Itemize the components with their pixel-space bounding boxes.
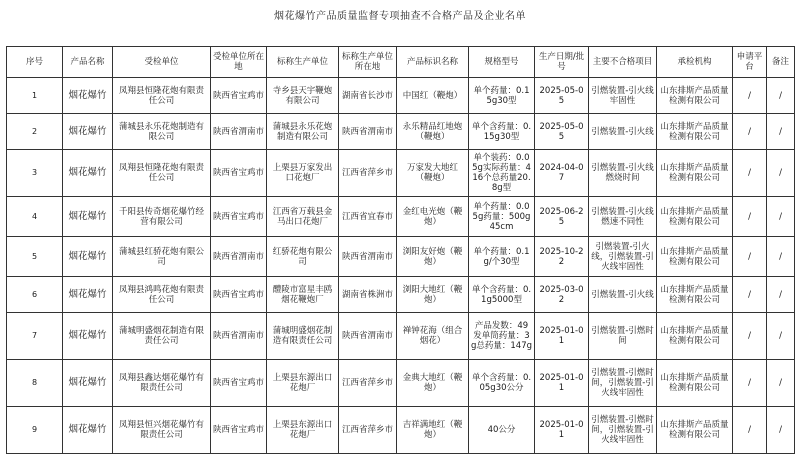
- cell-index: 8: [7, 360, 63, 407]
- cell-spec: 单个含药量：0.05g30公分: [469, 360, 535, 407]
- cell-platform: /: [733, 237, 767, 277]
- cell-producer-location: 陕西省渭南市: [339, 237, 397, 277]
- cell-product-label: 禅钟花海（组合烟花）: [397, 313, 469, 360]
- cell-testing-agency: 山东排斯产品质量检测有限公司: [657, 407, 733, 454]
- table-row: [7, 313, 795, 360]
- header-inspected-location: 受检单位所在地: [211, 47, 267, 78]
- cell-testing-agency: 山东排斯产品质量检测有限公司: [657, 150, 733, 197]
- cell-product-name: 烟花爆竹: [63, 407, 113, 454]
- cell-producer-location: 江西省萍乡市: [339, 407, 397, 454]
- cell-producer: 寺乡县天宇鞭炮有限公司: [267, 78, 339, 114]
- cell-testing-agency: 山东排斯产品质量检测有限公司: [657, 360, 733, 407]
- header-remarks: 备注: [767, 47, 795, 78]
- cell-product-label: 中国红（鞭炮）: [397, 78, 469, 114]
- cell-product-name: 烟花爆竹: [63, 78, 113, 114]
- cell-index: 7: [7, 313, 63, 360]
- cell-spec: 产品发数：49发单筒药量：3g总药量：147g: [469, 313, 535, 360]
- cell-index: 6: [7, 277, 63, 313]
- cell-testing-agency: 山东排斯产品质量检测有限公司: [657, 114, 733, 150]
- cell-inspected-location: 陕西省渭南市: [211, 313, 267, 360]
- cell-inspected-location: 陕西省宝鸡市: [211, 277, 267, 313]
- cell-inspected-unit: 凤翔县恒隆花炮有限责任公司: [113, 150, 211, 197]
- cell-remarks: /: [767, 277, 795, 313]
- results-table: [6, 46, 795, 454]
- cell-platform: /: [733, 114, 767, 150]
- cell-testing-agency: 山东排斯产品质量检测有限公司: [657, 277, 733, 313]
- cell-inspected-unit: 蒲城县红骄花炮有限公司: [113, 237, 211, 277]
- cell-failed-items: 引燃装置-引燃时间，引燃装置-引火线牢固性: [589, 360, 657, 407]
- cell-product-name: 烟花爆竹: [63, 313, 113, 360]
- cell-producer: 上栗县东源出口花炮厂: [267, 407, 339, 454]
- cell-inspected-location: 陕西省宝鸡市: [211, 78, 267, 114]
- cell-index: 4: [7, 197, 63, 237]
- cell-platform: /: [733, 78, 767, 114]
- table-row: [7, 277, 795, 313]
- cell-producer: 红骄花炮有限公司: [267, 237, 339, 277]
- header-inspected-unit: 受检单位: [113, 47, 211, 78]
- table-body: [7, 78, 795, 454]
- cell-remarks: /: [767, 237, 795, 277]
- page-title: 烟花爆竹产品质量监督专项抽查不合格产品及企业名单: [274, 11, 526, 22]
- cell-producer-location: 陕西省渭南市: [339, 114, 397, 150]
- cell-product-label: 金典大地红（鞭炮）: [397, 360, 469, 407]
- cell-date-batch: 2025-01-01: [535, 407, 589, 454]
- cell-spec: 单个药量：0.05g药量：500g 45cm: [469, 197, 535, 237]
- cell-product-label: 金红电光炮（鞭炮）: [397, 197, 469, 237]
- cell-index: 9: [7, 407, 63, 454]
- header-producer: 标称生产单位: [267, 47, 339, 78]
- cell-inspected-location: 陕西省宝鸡市: [211, 197, 267, 237]
- cell-producer: 江西省万载县金马出口花炮厂: [267, 197, 339, 237]
- cell-inspected-location: 陕西省渭南市: [211, 237, 267, 277]
- cell-failed-items: 引燃装置-引火线: [589, 277, 657, 313]
- cell-date-batch: 2025-01-01: [535, 313, 589, 360]
- cell-producer: 上栗县万家发出口花炮厂: [267, 150, 339, 197]
- cell-inspected-location: 陕西省宝鸡市: [211, 360, 267, 407]
- cell-remarks: /: [767, 360, 795, 407]
- cell-product-name: 烟花爆竹: [63, 114, 113, 150]
- cell-platform: /: [733, 360, 767, 407]
- cell-producer: 蒲城明盛烟花制造有限责任公司: [267, 313, 339, 360]
- cell-remarks: /: [767, 78, 795, 114]
- header-index: 序号: [7, 47, 63, 78]
- cell-inspected-unit: 凤翔县鑫达烟花爆竹有限责任公司: [113, 360, 211, 407]
- cell-failed-items: 引燃装置-引燃时间: [589, 313, 657, 360]
- cell-remarks: /: [767, 197, 795, 237]
- cell-remarks: /: [767, 407, 795, 454]
- cell-inspected-location: 陕西省宝鸡市: [211, 150, 267, 197]
- cell-product-label: 永乐精品红地炮（鞭炮）: [397, 114, 469, 150]
- table-header-row: [7, 47, 795, 78]
- cell-inspected-unit: 凤翔县鸿鸣花炮有限责任公司: [113, 277, 211, 313]
- cell-failed-items: 引燃装置-引火线燃速不同性: [589, 197, 657, 237]
- cell-platform: /: [733, 150, 767, 197]
- cell-platform: /: [733, 407, 767, 454]
- cell-producer-location: 湖南省长沙市: [339, 78, 397, 114]
- cell-inspected-unit: 蒲城县永乐花炮制造有限公司: [113, 114, 211, 150]
- cell-product-name: 烟花爆竹: [63, 237, 113, 277]
- cell-inspected-unit: 凤翔县恒兴烟花爆竹有限责任公司: [113, 407, 211, 454]
- cell-failed-items: 引燃装置-引燃时间，引燃装置-引火线牢固性: [589, 407, 657, 454]
- cell-remarks: /: [767, 150, 795, 197]
- cell-product-name: 烟花爆竹: [63, 197, 113, 237]
- cell-product-label: 浏阳友好炮（鞭炮）: [397, 237, 469, 277]
- cell-inspected-location: 陕西省宝鸡市: [211, 407, 267, 454]
- cell-inspected-unit: 凤翔县恒隆花炮有限责任公司: [113, 78, 211, 114]
- cell-date-batch: 2025-05-05: [535, 78, 589, 114]
- cell-spec: 单个含药量：0.15g30型: [469, 114, 535, 150]
- cell-index: 3: [7, 150, 63, 197]
- table-row: [7, 150, 795, 197]
- header-date-batch: 生产日期/批号: [535, 47, 589, 78]
- cell-product-name: 烟花爆竹: [63, 150, 113, 197]
- cell-inspected-unit: 蒲城明盛烟花制造有限责任公司: [113, 313, 211, 360]
- header-spec: 规格型号: [469, 47, 535, 78]
- cell-product-label: 万家发大地红（鞭炮）: [397, 150, 469, 197]
- cell-producer-location: 江西省萍乡市: [339, 360, 397, 407]
- cell-platform: /: [733, 313, 767, 360]
- cell-inspected-location: 陕西省渭南市: [211, 114, 267, 150]
- cell-product-name: 烟花爆竹: [63, 360, 113, 407]
- table-row: [7, 78, 795, 114]
- cell-testing-agency: 山东排斯产品质量检测有限公司: [657, 197, 733, 237]
- header-product-label: 产品标识名称: [397, 47, 469, 78]
- cell-platform: /: [733, 277, 767, 313]
- cell-spec: 40公分: [469, 407, 535, 454]
- cell-spec: 单个含药量：0.1g5000型: [469, 277, 535, 313]
- cell-inspected-unit: 千阳县传奇烟花爆竹经营有限公司: [113, 197, 211, 237]
- cell-producer: 上栗县东源出口花炮厂: [267, 360, 339, 407]
- header-producer-location: 标称生产单位所在地: [339, 47, 397, 78]
- cell-failed-items: 引燃装置-引火线，引燃装置-引火线牢固性: [589, 237, 657, 277]
- cell-spec: 单个药量：0.1g/个30型: [469, 237, 535, 277]
- cell-product-name: 烟花爆竹: [63, 277, 113, 313]
- cell-producer-location: 湖南省株洲市: [339, 277, 397, 313]
- cell-index: 5: [7, 237, 63, 277]
- cell-failed-items: 引燃装置-引火线: [589, 114, 657, 150]
- cell-index: 2: [7, 114, 63, 150]
- cell-date-batch: 2025-05-05: [535, 114, 589, 150]
- cell-remarks: /: [767, 114, 795, 150]
- cell-product-label: 吉祥满地红（鞭炮）: [397, 407, 469, 454]
- cell-failed-items: 引燃装置-引火线燃烧时间: [589, 150, 657, 197]
- header-product-name: 产品名称: [63, 47, 113, 78]
- cell-producer-location: 陕西省渭南市: [339, 313, 397, 360]
- header-platform: 申请平台: [733, 47, 767, 78]
- cell-date-batch: 2025-06-25: [535, 197, 589, 237]
- cell-producer-location: 江西省萍乡市: [339, 150, 397, 197]
- cell-date-batch: 2025-10-22: [535, 237, 589, 277]
- cell-testing-agency: 山东排斯产品质量检测有限公司: [657, 313, 733, 360]
- cell-testing-agency: 山东排斯产品质量检测有限公司: [657, 78, 733, 114]
- cell-product-label: 浏阳大地红（鞭炮）: [397, 277, 469, 313]
- table-row: [7, 114, 795, 150]
- cell-producer: 醴陵市富星丰鸥烟花鞭炮厂: [267, 277, 339, 313]
- table-row: [7, 237, 795, 277]
- table-row: [7, 407, 795, 454]
- table-row: [7, 360, 795, 407]
- cell-date-batch: 2025-01-01: [535, 360, 589, 407]
- cell-remarks: /: [767, 313, 795, 360]
- cell-spec: 单个装药：0.05g实际药量：416个总药量20.8g型: [469, 150, 535, 197]
- cell-producer-location: 江西省宜春市: [339, 197, 397, 237]
- cell-spec: 单个药量：0.15g30型: [469, 78, 535, 114]
- cell-platform: /: [733, 197, 767, 237]
- cell-failed-items: 引燃装置-引火线牢固性: [589, 78, 657, 114]
- cell-index: 1: [7, 78, 63, 114]
- header-testing-agency: 承检机构: [657, 47, 733, 78]
- cell-date-batch: 2025-03-02: [535, 277, 589, 313]
- cell-date-batch: 2024-04-07: [535, 150, 589, 197]
- header-failed-items: 主要不合格项目: [589, 47, 657, 78]
- cell-producer: 蒲城县永乐花炮制造有限公司: [267, 114, 339, 150]
- cell-testing-agency: 山东排斯产品质量检测有限公司: [657, 237, 733, 277]
- table-row: [7, 197, 795, 237]
